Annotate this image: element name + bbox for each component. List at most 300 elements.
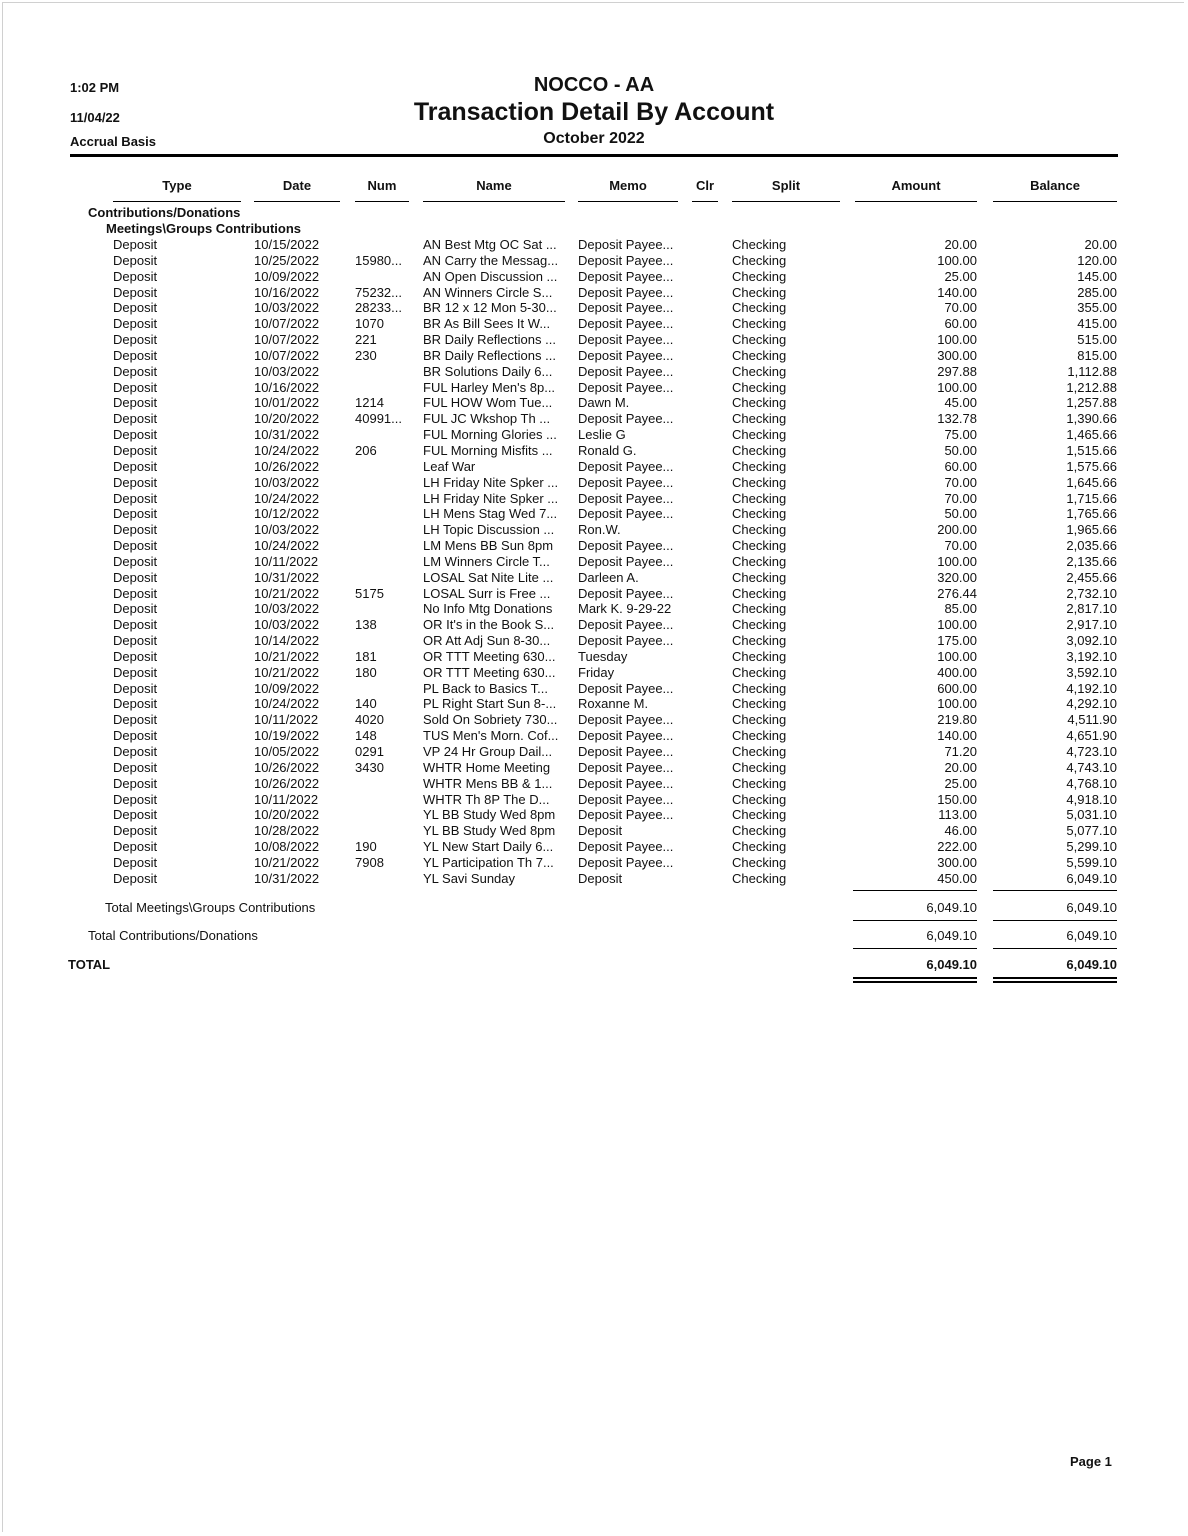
cell-amount: 200.00 (937, 522, 977, 538)
cell-type: Deposit (113, 839, 158, 855)
table-row (0, 712, 1188, 728)
cell-balance: 4,768.10 (1066, 775, 1117, 791)
cell-amount: 100.00 (937, 648, 977, 664)
amount-subtotal-rule (853, 890, 977, 891)
cell-balance: 515.00 (1077, 332, 1117, 348)
cell-name: YL New Start Daily 6... (423, 839, 554, 855)
cell-memo: Deposit Payee... (578, 252, 674, 268)
cell-memo: Deposit Payee... (578, 744, 674, 759)
cell-balance: 2,732.10 (1066, 585, 1117, 601)
amount-double-rule-top (853, 977, 977, 979)
cell-date: 10/31/2022 (254, 870, 320, 886)
table-row (0, 253, 1188, 269)
cell-type: Deposit (113, 522, 158, 538)
cell-type: Deposit (113, 664, 158, 680)
cell-type: Deposit (113, 395, 158, 411)
cell-memo: Deposit Payee... (578, 363, 674, 379)
cell-memo: Roxanne M. (578, 696, 649, 712)
subaccount-total-balance: 6,049.10 (1066, 900, 1117, 915)
grand-total-balance: 6,049.10 (1066, 957, 1117, 972)
company-name: NOCCO - AA (533, 74, 655, 96)
cell-name: WHTR Th 8P The D... (423, 791, 550, 807)
cell-num: 4020 (355, 712, 384, 728)
cell-split: Checking (732, 506, 787, 522)
cell-split: Checking (732, 712, 787, 728)
cell-type: Deposit (113, 807, 158, 823)
cell-balance: 1,645.66 (1066, 474, 1117, 490)
cell-amount: 132.78 (937, 411, 977, 427)
cell-type: Deposit (113, 268, 158, 284)
account-heading: Contributions/Donations (88, 205, 241, 220)
cell-date: 10/19/2022 (254, 728, 320, 744)
balance-subtotal-rule (993, 890, 1117, 891)
cell-name: FUL HOW Wom Tue... (423, 395, 553, 411)
cell-type: Deposit (113, 284, 158, 300)
cell-memo: Ron.W. (578, 522, 621, 538)
cell-balance: 1,575.66 (1066, 458, 1117, 474)
cell-date: 10/31/2022 (254, 569, 320, 585)
table-row (0, 776, 1188, 792)
amount-subtotal-rule-2 (853, 920, 977, 921)
table-row (0, 395, 1188, 411)
cell-memo: Deposit Payee... (578, 712, 674, 728)
cell-amount: 222.00 (937, 839, 977, 855)
cell-type: Deposit (113, 379, 158, 395)
cell-num: 40991... (355, 411, 402, 427)
cell-date: 10/25/2022 (254, 252, 320, 268)
cell-num: 0291 (355, 744, 384, 759)
cell-date: 10/21/2022 (254, 664, 320, 680)
amount-double-rule-bottom (853, 981, 977, 983)
cell-memo: Deposit Payee... (578, 411, 674, 427)
cell-name: BR Daily Reflections ... (423, 347, 556, 363)
cell-balance: 120.00 (1077, 252, 1117, 268)
report-period: October 2022 (543, 130, 645, 147)
table-row (0, 823, 1188, 839)
cell-date: 10/20/2022 (254, 411, 320, 427)
account-total-label: Total Contributions/Donations (88, 928, 258, 943)
cell-amount: 219.80 (937, 712, 977, 728)
cell-balance: 2,035.66 (1066, 538, 1117, 554)
cell-date: 10/03/2022 (254, 601, 320, 617)
cell-balance: 4,743.10 (1066, 759, 1117, 775)
cell-memo: Deposit Payee... (578, 379, 674, 395)
cell-memo: Deposit Payee... (578, 300, 674, 316)
table-row (0, 491, 1188, 507)
cell-balance: 4,292.10 (1066, 696, 1117, 712)
cell-split: Checking (732, 791, 787, 807)
cell-num: 5175 (355, 585, 384, 601)
cell-type: Deposit (113, 585, 158, 601)
cell-memo: Ronald G. (578, 442, 637, 458)
cell-amount: 50.00 (944, 442, 977, 458)
cell-amount: 100.00 (937, 617, 977, 633)
table-row (0, 792, 1188, 808)
cell-num: 75232... (355, 284, 402, 300)
cell-balance: 2,817.10 (1066, 601, 1117, 617)
header-divider (70, 154, 1118, 157)
cell-name: LH Friday Nite Spker ... (423, 490, 559, 506)
cell-split: Checking (732, 759, 787, 775)
balance-subtotal-rule-2 (993, 920, 1117, 921)
subaccount-total-label: Total Meetings\Groups Contributions (105, 900, 316, 915)
cell-num: 221 (355, 332, 377, 348)
cell-split: Checking (732, 585, 787, 601)
cell-name: VP 24 Hr Group Dail... (423, 744, 553, 759)
cell-memo: Deposit Payee... (578, 617, 674, 633)
cell-date: 10/21/2022 (254, 854, 320, 870)
table-row (0, 807, 1188, 823)
cell-date: 10/07/2022 (254, 332, 320, 348)
cell-balance: 415.00 (1077, 316, 1117, 332)
cell-memo: Deposit Payee... (578, 854, 674, 870)
cell-memo: Deposit (578, 870, 623, 886)
cell-name: FUL Harley Men's 8p... (423, 379, 556, 395)
cell-name: PL Right Start Sun 8-... (423, 696, 557, 712)
cell-amount: 70.00 (944, 538, 977, 554)
column-header-memo: Memo (578, 178, 678, 198)
cell-type: Deposit (113, 252, 158, 268)
cell-balance: 1,465.66 (1066, 427, 1117, 443)
cell-date: 10/09/2022 (254, 680, 320, 696)
cell-split: Checking (732, 744, 787, 759)
cell-amount: 113.00 (938, 807, 977, 823)
cell-amount: 45.00 (944, 395, 977, 411)
cell-split: Checking (732, 807, 787, 823)
cell-amount: 600.00 (937, 680, 977, 696)
account-total-amount: 6,049.10 (926, 928, 977, 943)
balance-double-rule-top (993, 977, 1117, 979)
cell-balance: 2,455.66 (1066, 569, 1117, 585)
cell-split: Checking (732, 458, 787, 474)
cell-type: Deposit (113, 458, 158, 474)
cell-num: 180 (355, 664, 377, 680)
grand-total-row (0, 957, 1188, 975)
cell-date: 10/26/2022 (254, 759, 320, 775)
cell-split: Checking (732, 648, 787, 664)
cell-amount: 46.00 (944, 823, 977, 839)
transaction-list (0, 237, 1188, 887)
cell-memo: Deposit Payee... (578, 791, 674, 807)
table-row (0, 427, 1188, 443)
subaccount-total-amount: 6,049.10 (926, 900, 977, 915)
cell-num: 3430 (355, 759, 384, 775)
table-row (0, 506, 1188, 522)
cell-name: LH Mens Stag Wed 7... (423, 506, 558, 522)
cell-amount: 20.00 (944, 237, 977, 252)
cell-date: 10/31/2022 (254, 427, 320, 443)
table-row (0, 760, 1188, 776)
table-row (0, 364, 1188, 380)
cell-amount: 100.00 (937, 553, 977, 569)
cell-name: AN Carry the Messag... (423, 252, 559, 268)
table-row (0, 475, 1188, 491)
cell-type: Deposit (113, 569, 158, 585)
cell-memo: Deposit Payee... (578, 585, 674, 601)
cell-name: TUS Men's Morn. Cof... (423, 728, 559, 744)
cell-balance: 4,651.90 (1066, 728, 1117, 744)
cell-split: Checking (732, 617, 787, 633)
cell-split: Checking (732, 854, 787, 870)
cell-date: 10/11/2022 (254, 791, 319, 807)
cell-amount: 70.00 (944, 474, 977, 490)
cell-memo: Deposit Payee... (578, 237, 674, 252)
cell-memo: Deposit Payee... (578, 759, 674, 775)
cell-type: Deposit (113, 490, 158, 506)
cell-split: Checking (732, 696, 787, 712)
table-row (0, 554, 1188, 570)
cell-type: Deposit (113, 759, 158, 775)
cell-date: 10/20/2022 (254, 807, 320, 823)
cell-name: YL BB Study Wed 8pm (423, 807, 556, 823)
cell-type: Deposit (113, 680, 158, 696)
cell-split: Checking (732, 664, 787, 680)
column-header-name: Name (423, 178, 565, 198)
cell-balance: 1,965.66 (1066, 522, 1117, 538)
cell-name: No Info Mtg Donations (423, 601, 553, 617)
cell-balance: 3,592.10 (1066, 664, 1117, 680)
table-row (0, 839, 1188, 855)
cell-amount: 60.00 (944, 458, 977, 474)
cell-memo: Deposit Payee... (578, 633, 674, 649)
cell-amount: 300.00 (937, 854, 977, 870)
table-row (0, 633, 1188, 649)
table-row (0, 348, 1188, 364)
cell-split: Checking (732, 538, 787, 554)
cell-date: 10/14/2022 (254, 633, 320, 649)
cell-balance: 5,031.10 (1066, 807, 1117, 823)
cell-split: Checking (732, 839, 787, 855)
cell-memo: Deposit (578, 823, 623, 839)
table-row (0, 316, 1188, 332)
column-header-split: Split (732, 178, 840, 198)
cell-name: FUL Morning Misfits ... (423, 442, 553, 458)
cell-split: Checking (732, 553, 787, 569)
cell-type: Deposit (113, 332, 158, 348)
cell-amount: 100.00 (937, 252, 977, 268)
cell-split: Checking (732, 300, 787, 316)
cell-num: 1070 (355, 316, 384, 332)
cell-name: PL Back to Basics T... (423, 680, 548, 696)
cell-memo: Deposit Payee... (578, 538, 674, 554)
cell-num: 15980... (355, 252, 402, 268)
cell-name: AN Winners Circle S... (423, 284, 553, 300)
cell-split: Checking (732, 379, 787, 395)
account-total-row (0, 928, 1188, 946)
cell-type: Deposit (113, 442, 158, 458)
cell-memo: Deposit Payee... (578, 728, 674, 744)
cell-amount: 400.00 (937, 664, 977, 680)
column-header-date: Date (254, 178, 340, 198)
cell-type: Deposit (113, 728, 158, 744)
table-row (0, 586, 1188, 602)
cell-balance: 285.00 (1077, 284, 1117, 300)
cell-type: Deposit (113, 633, 158, 649)
cell-type: Deposit (113, 617, 158, 633)
cell-balance: 6,049.10 (1066, 870, 1117, 886)
account-total-balance: 6,049.10 (1066, 928, 1117, 943)
cell-name: BR 12 x 12 Mon 5-30... (423, 300, 557, 316)
cell-date: 10/05/2022 (254, 744, 320, 759)
table-row (0, 538, 1188, 554)
cell-name: AN Best Mtg OC Sat ... (423, 237, 557, 252)
cell-date: 10/08/2022 (254, 839, 320, 855)
cell-split: Checking (732, 332, 787, 348)
cell-date: 10/16/2022 (254, 284, 320, 300)
cell-name: YL Savi Sunday (423, 870, 516, 886)
cell-name: YL BB Study Wed 8pm (423, 823, 556, 839)
cell-name: OR TTT Meeting 630... (423, 664, 556, 680)
cell-date: 10/24/2022 (254, 490, 320, 506)
cell-date: 10/07/2022 (254, 347, 320, 363)
cell-type: Deposit (113, 648, 158, 664)
cell-amount: 25.00 (944, 268, 977, 284)
cell-memo: Friday (578, 664, 615, 680)
cell-split: Checking (732, 522, 787, 538)
cell-split: Checking (732, 823, 787, 839)
report-time: 1:02 PM (70, 80, 120, 95)
cell-amount: 140.00 (937, 728, 977, 744)
cell-split: Checking (732, 347, 787, 363)
cell-name: BR As Bill Sees It W... (423, 316, 551, 332)
cell-name: Leaf War (423, 458, 476, 474)
cell-type: Deposit (113, 791, 158, 807)
cell-date: 10/03/2022 (254, 522, 320, 538)
report-title: Transaction Detail By Account (413, 98, 775, 126)
cell-name: OR Att Adj Sun 8-30... (423, 633, 551, 649)
cell-split: Checking (732, 490, 787, 506)
cell-amount: 175.00 (937, 633, 977, 649)
cell-num: 206 (355, 442, 377, 458)
cell-name: LH Topic Discussion ... (423, 522, 555, 538)
table-row (0, 681, 1188, 697)
cell-num: 230 (355, 347, 377, 363)
table-row (0, 285, 1188, 301)
cell-date: 10/11/2022 (254, 553, 319, 569)
cell-memo: Deposit Payee... (578, 490, 674, 506)
cell-amount: 276.44 (937, 585, 977, 601)
table-row (0, 665, 1188, 681)
cell-date: 10/11/2022 (254, 712, 319, 728)
cell-date: 10/01/2022 (254, 395, 320, 411)
cell-date: 10/03/2022 (254, 363, 320, 379)
cell-amount: 300.00 (937, 347, 977, 363)
cell-name: FUL JC Wkshop Th ... (423, 411, 551, 427)
cell-date: 10/24/2022 (254, 442, 320, 458)
cell-num: 181 (355, 648, 377, 664)
cell-split: Checking (732, 728, 787, 744)
cell-split: Checking (732, 474, 787, 490)
table-row (0, 522, 1188, 538)
table-row (0, 332, 1188, 348)
cell-type: Deposit (113, 712, 158, 728)
cell-balance: 4,723.10 (1066, 744, 1117, 759)
cell-type: Deposit (113, 300, 158, 316)
cell-name: OR It's in the Book S... (423, 617, 555, 633)
cell-num: 140 (355, 696, 377, 712)
cell-split: Checking (732, 363, 787, 379)
cell-type: Deposit (113, 744, 158, 759)
cell-amount: 85.00 (944, 601, 977, 617)
cell-balance: 1,212.88 (1066, 379, 1117, 395)
cell-date: 10/12/2022 (254, 506, 320, 522)
cell-amount: 150.00 (937, 791, 977, 807)
cell-type: Deposit (113, 823, 158, 839)
cell-date: 10/03/2022 (254, 474, 320, 490)
cell-name: BR Daily Reflections ... (423, 332, 556, 348)
cell-memo: Mark K. 9-29-22 (578, 601, 672, 617)
cell-memo: Deposit Payee... (578, 506, 674, 522)
table-row (0, 696, 1188, 712)
table-row (0, 269, 1188, 285)
cell-amount: 100.00 (937, 696, 977, 712)
cell-balance: 4,511.90 (1067, 712, 1117, 728)
cell-type: Deposit (113, 538, 158, 554)
cell-type: Deposit (113, 870, 158, 886)
cell-name: LOSAL Surr is Free ... (423, 585, 551, 601)
cell-memo: Deposit Payee... (578, 316, 674, 332)
cell-type: Deposit (113, 316, 158, 332)
cell-amount: 140.00 (937, 284, 977, 300)
cell-split: Checking (732, 237, 787, 252)
amount-total-rule (853, 948, 977, 949)
cell-balance: 3,192.10 (1066, 648, 1117, 664)
cell-memo: Deposit Payee... (578, 347, 674, 363)
cell-num: 1214 (355, 395, 384, 411)
cell-date: 10/03/2022 (254, 300, 320, 316)
table-row (0, 728, 1188, 744)
cell-split: Checking (732, 268, 787, 284)
cell-name: WHTR Mens BB & 1... (423, 775, 553, 791)
balance-total-rule (993, 948, 1117, 949)
cell-balance: 2,917.10 (1066, 617, 1117, 633)
cell-split: Checking (732, 395, 787, 411)
cell-name: LOSAL Sat Nite Lite ... (423, 569, 554, 585)
cell-memo: Deposit Payee... (578, 839, 674, 855)
table-row (0, 443, 1188, 459)
table-row (0, 617, 1188, 633)
cell-memo: Darleen A. (578, 569, 639, 585)
cell-date: 10/21/2022 (254, 648, 320, 664)
cell-balance: 5,299.10 (1066, 839, 1117, 855)
grand-total-label: TOTAL (68, 957, 111, 972)
cell-date: 10/07/2022 (254, 316, 320, 332)
cell-date: 10/21/2022 (254, 585, 320, 601)
cell-date: 10/26/2022 (254, 458, 320, 474)
cell-amount: 70.00 (944, 300, 977, 316)
cell-amount: 100.00 (937, 332, 977, 348)
cell-split: Checking (732, 284, 787, 300)
cell-balance: 5,599.10 (1066, 854, 1117, 870)
cell-memo: Deposit Payee... (578, 775, 674, 791)
cell-split: Checking (732, 411, 787, 427)
table-row (0, 570, 1188, 586)
cell-date: 10/28/2022 (254, 823, 320, 839)
cell-date: 10/16/2022 (254, 379, 320, 395)
cell-amount: 71.20 (944, 744, 977, 759)
cell-type: Deposit (113, 553, 158, 569)
cell-type: Deposit (113, 474, 158, 490)
table-row (0, 871, 1188, 887)
subaccount-heading: Meetings\Groups Contributions (106, 221, 301, 236)
cell-balance: 1,390.66 (1066, 411, 1117, 427)
cell-balance: 5,077.10 (1066, 823, 1117, 839)
column-header-clr: Clr (692, 178, 718, 198)
cell-balance: 1,765.66 (1066, 506, 1117, 522)
cell-amount: 320.00 (937, 569, 977, 585)
column-header-num: Num (355, 178, 409, 198)
table-row (0, 855, 1188, 871)
